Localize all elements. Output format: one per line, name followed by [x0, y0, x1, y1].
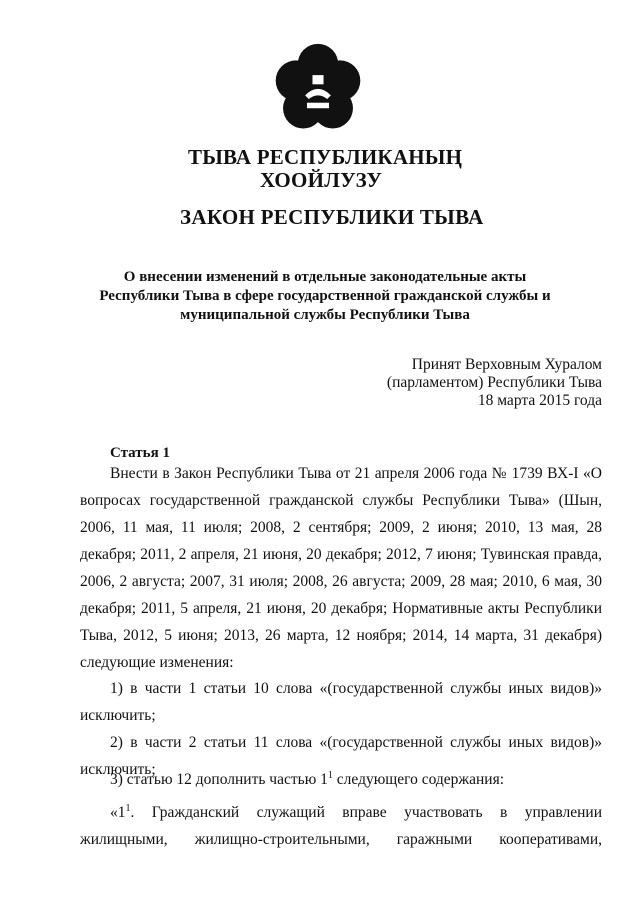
amendment-item-3-text: 3) статью 12 дополнить частью 1 — [110, 771, 328, 788]
tuva-emblem-icon — [272, 42, 364, 134]
article-heading: Статья 1 — [110, 445, 170, 461]
amendment-item-3-tail: следующего содержания: — [332, 771, 505, 788]
amendment-item-1-text: 1) в части 1 статьи 10 слова «(государственной службы иных видов)» исключить; — [80, 680, 602, 724]
quoted-provision-text: . Гражданский служащий вправе участвовать в управлении жилищными, жилищно-строительными, гаражными кооперативами, — [80, 804, 602, 848]
adoption-line: (парламентом) Республики Тыва — [386, 374, 602, 391]
superscript: 1 — [125, 802, 131, 814]
amendment-item-1 — [80, 675, 602, 729]
subject-line: муниципальной службы Республики Тыва — [180, 307, 470, 323]
republic-title-tuvan: ТЫВА РЕСПУБЛИКАНЫҢ — [188, 145, 463, 169]
adoption-date: 18 марта 2015 года — [477, 392, 602, 409]
subject-line: О внесении изменений в отдельные законодательные акты — [123, 269, 527, 285]
superscript: 1 — [327, 769, 333, 781]
adoption-line: Принят Верховным Хуралом — [411, 356, 602, 373]
law-title: ЗАКОН РЕСПУБЛИКИ ТЫВА — [180, 205, 484, 229]
quote-open: «1 — [110, 804, 126, 821]
amendment-item-2-text: 2) в части 2 статьи 11 слова «(государственной службы иных видов)» исключить; — [80, 734, 602, 778]
quoted-provision — [80, 799, 602, 853]
article-intro-paragraph — [80, 460, 602, 676]
adoption-info — [387, 356, 602, 410]
article-intro-text: Внести в Закон Республики Тыва от 21 апреля 2006 года № 1739 ВХ-I «О вопросах государственной гражданской службы Республики Тыва» (Шын, 2006, 11 мая, 11 июля; 2008, 2 сентября; 2009, 2 июня; 2010, 13 мая, 28 декабря; 2011, 2 апреля, 21 июня, 20 декабря; 2012, 7 июня; Тувинская правда, 2006, 2 августа; 2007, 31 июля; 2008, 26 августа; 2009, 28 мая; 2010, 6 мая, 30 декабря; 2011, 5 апреля, 21 июня, 20 декабря; Нормативные акты Республики Тыва, 2012, 5 июня; 2013, 26 марта, 12 ноября; 2014, 14 марта, 31 декабря) следующие изменения: — [80, 465, 602, 671]
law-subject — [90, 268, 560, 325]
amendment-item-3 — [80, 766, 602, 793]
subject-line: Республики Тыва в сфере государственной гражданской службы и — [99, 288, 551, 304]
law-word-tuvan: ХООЙЛУЗУ — [260, 168, 383, 192]
